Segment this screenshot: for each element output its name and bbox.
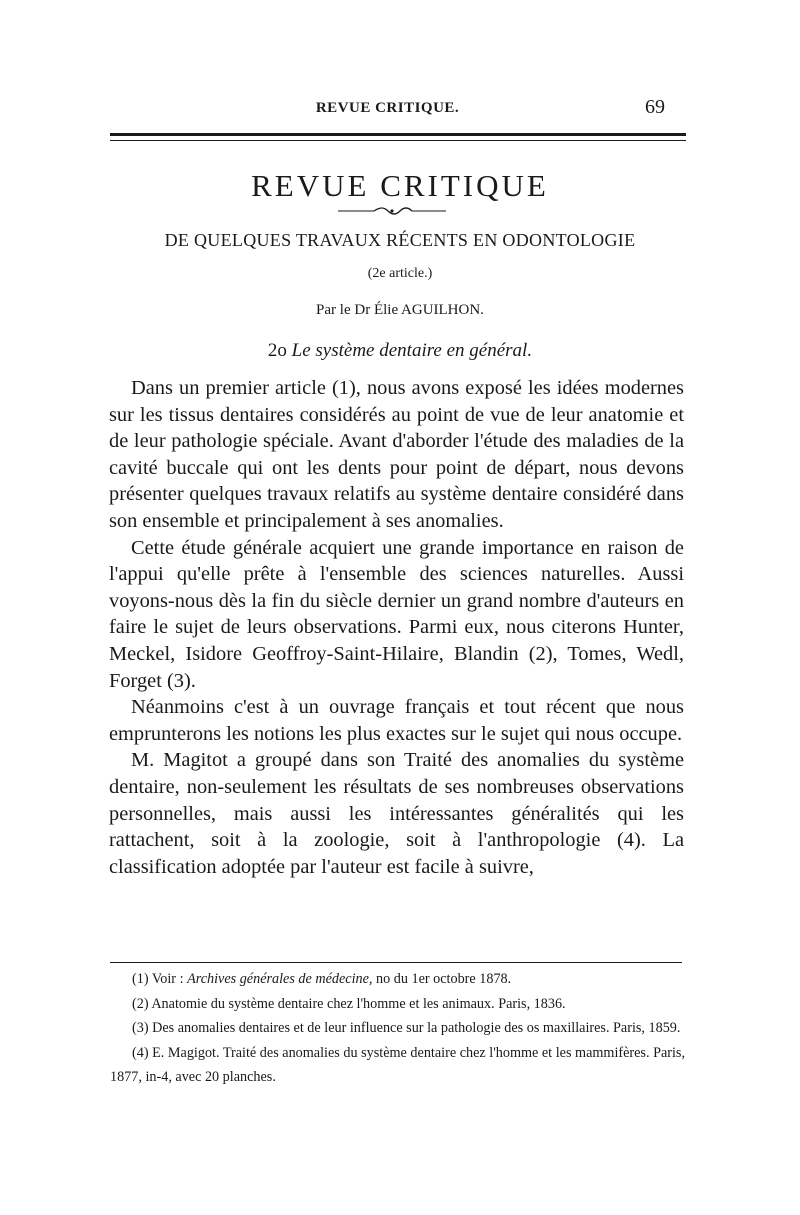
article-title: REVUE CRITIQUE (251, 168, 549, 203)
page-number: 69 (645, 96, 665, 118)
running-header (0, 96, 800, 122)
footnote-text: Voir : (151, 971, 188, 987)
footnote-text-after: no du 1er octobre 1878. (372, 971, 512, 987)
article-subtitle: DE QUELQUES TRAVAUX RÉCENTS EN ODONTOLOGIE (164, 230, 636, 250)
footnote-marker: (2) (132, 995, 149, 1012)
footnote-1 (110, 967, 685, 992)
footnote-text: Des anomalies dentaires et de leur influence sur la pathologie des os maxillaires. Paris, 1859. (152, 1020, 681, 1036)
footnote-3 (110, 1016, 685, 1041)
footnote-marker: (1) (132, 971, 149, 987)
header-rule-thick (110, 133, 686, 136)
article-note: (2e article.) (367, 266, 433, 281)
footnote-marker: (3) (132, 1020, 149, 1036)
footnote-text: E. Magigot. Traité des anomalies du système dentaire chez l'homme et les mammifères. Paris, 1877, in-4, avec 20 planches. (110, 1044, 685, 1085)
running-title: REVUE CRITIQUE. (315, 100, 460, 116)
paragraph-1: Dans un premier article (1), nous avons exposé les idées modernes sur les tissus dentaires considérés au point de vue de leur anatomie et de leur pathologie spéciale. Avant d'aborder l'étude des maladies de la cavité buccale qui ont les dents pour point de départ, nous devons présenter quelques travaux relatifs au système dentaire considéré dans son ensemble et principalement à ses anomalies. (109, 377, 684, 532)
ornament-flourish (338, 206, 446, 216)
section-title: Le système dentaire en général. (291, 340, 533, 361)
footnote-italic: Archives générales de médecine, (187, 971, 373, 987)
paragraph-3: Néanmoins c'est à un ouvrage français et tout récent que nous emprunterons les notions les plus exactes sur le sujet qui nous occupe. (109, 696, 684, 745)
footnote-text: Anatomie du système dentaire chez l'homme et les animaux. Paris, 1836. (151, 995, 566, 1012)
section-heading (0, 340, 800, 362)
header-rule-thin (110, 140, 686, 141)
footnote-4 (110, 1041, 685, 1090)
footnote-rule (110, 962, 682, 963)
body-text (109, 375, 684, 880)
paragraph-4: M. Magitot a groupé dans son Traité des anomalies du système dentaire, non-seulement les résultats de ses nombreuses observations personnelles, mais aussi les intéressantes généralités qui les rattachent, soit à la zoologie, soit à l'anthropologie (4). La classification adoptée par l'auteur est facile à suivre, (109, 749, 684, 878)
section-number: 2o (267, 340, 287, 361)
footnote-marker: (4) (132, 1044, 149, 1061)
paragraph-2: Cette étude générale acquiert une grande importance en raison de l'appui qu'elle prête à l'ensemble des sciences naturelles. Aussi voyons-nous dès la fin du siècle dernier un grand nombre d'auteurs en faire le sujet de leurs observations. Parmi eux, nous citerons Hunter, Meckel, Isidore Geoffroy-Saint-Hilaire, Blandin (2), Tomes, Wedl, Forget (3). (109, 536, 684, 692)
footnote-2 (110, 992, 685, 1017)
byline: Par le Dr Élie AGUILHON. (316, 302, 484, 318)
footnotes (110, 967, 685, 1090)
